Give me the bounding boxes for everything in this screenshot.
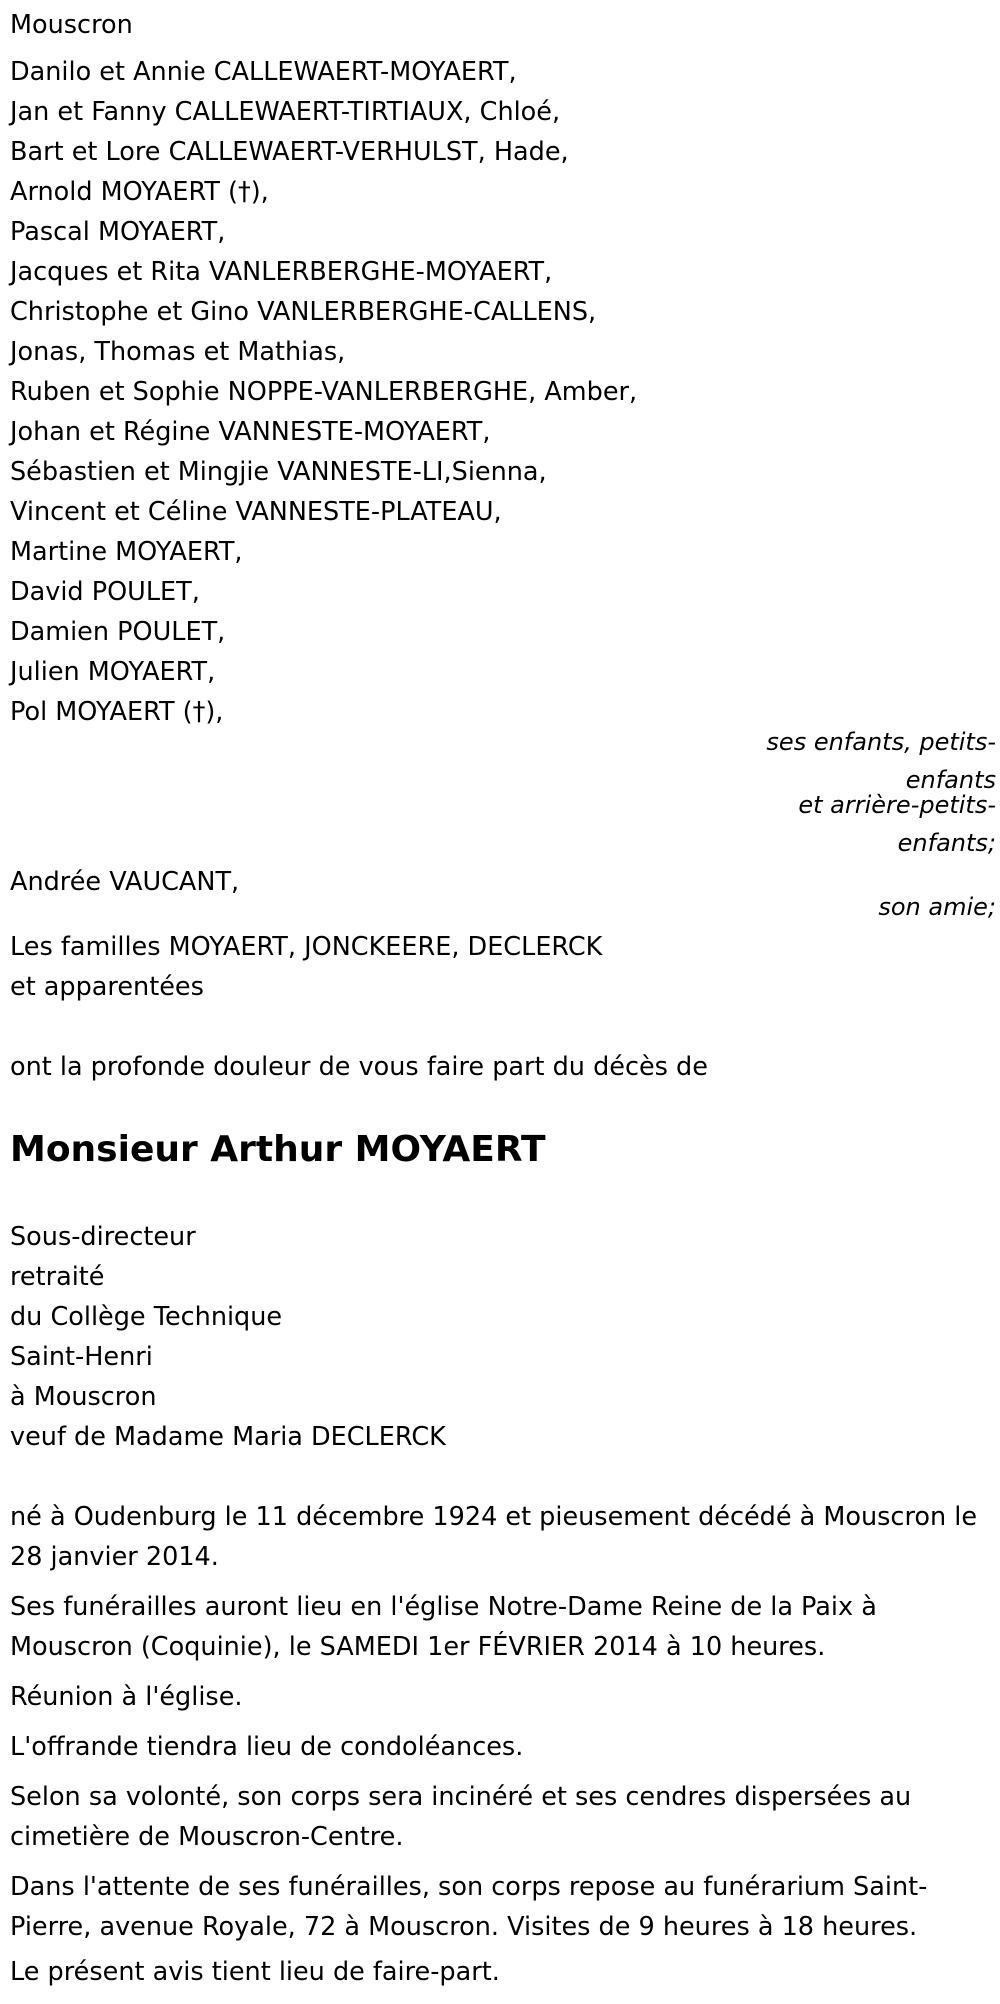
deceased-title-line: retraité: [10, 1262, 105, 1292]
families-line: Les familles MOYAERT, JONCKEERE, DECLERCK: [10, 932, 603, 962]
family-member: Jacques et Rita VANLERBERGHE-MOYAERT,: [10, 257, 553, 287]
city-heading: Mouscron: [10, 10, 133, 40]
relation-children-line: ses enfants, petits-: [766, 728, 996, 756]
family-member: Arnold MOYAERT (†),: [10, 177, 269, 207]
deceased-title-line: Saint-Henri: [10, 1342, 153, 1372]
deceased-title-line: Sous-directeur: [10, 1222, 196, 1252]
family-member: Pol MOYAERT (†),: [10, 697, 224, 727]
family-member: Jonas, Thomas et Mathias,: [10, 337, 346, 367]
relation-children-line: enfants: [905, 766, 996, 794]
family-member: Martine MOYAERT,: [10, 537, 243, 567]
announcement: ont la profonde douleur de vous faire part du décès de: [10, 1052, 708, 1082]
family-member: Jan et Fanny CALLEWAERT-TIRTIAUX, Chloé,: [10, 97, 561, 127]
deceased-title-line: du Collège Technique: [10, 1302, 283, 1332]
family-member: David POULET,: [10, 577, 200, 607]
family-member: Johan et Régine VANNESTE-MOYAERT,: [10, 417, 491, 447]
family-member: Pascal MOYAERT,: [10, 217, 226, 247]
offering-paragraph: L'offrande tiendra lieu de condoléances.: [10, 1732, 524, 1762]
deceased-title-line: veuf de Madame Maria DECLERCK: [10, 1422, 446, 1452]
friend-relation: son amie;: [878, 893, 996, 921]
family-member: Christophe et Gino VANLERBERGHE-CALLENS,: [10, 297, 597, 327]
deceased-title-line: à Mouscron: [10, 1382, 157, 1412]
friend-name: Andrée VAUCANT,: [10, 867, 240, 897]
family-member: Danilo et Annie CALLEWAERT-MOYAERT,: [10, 57, 517, 87]
funerarium-paragraph: Dans l'attente de ses funérailles, son corps repose au funérarium Saint-Pierre, avenue Royale, 72 à Mouscron. Visites de 9 heures à 18 heures.: [10, 1872, 928, 1942]
birth-death-paragraph: né à Oudenburg le 11 décembre 1924 et pieusement décédé à Mouscron le 28 janvier 2014.: [10, 1502, 978, 1572]
family-member: Vincent et Céline VANNESTE-PLATEAU,: [10, 497, 502, 527]
relation-great-line: enfants;: [897, 829, 996, 857]
families-line: et apparentées: [10, 972, 204, 1002]
funeral-paragraph: Ses funérailles auront lieu en l'église Notre-Dame Reine de la Paix à Mouscron (Coquinie), le SAMEDI 1er FÉVRIER 2014 à 10 heures.: [10, 1592, 877, 1662]
family-member: Damien POULET,: [10, 617, 226, 647]
family-member: Sébastien et Mingjie VANNESTE-LI,Sienna,: [10, 457, 547, 487]
cremation-paragraph: Selon sa volonté, son corps sera incinéré et ses cendres dispersées au cimetière de Mouscron-Centre.: [10, 1782, 912, 1852]
deceased-name: Monsieur Arthur MOYAERT: [10, 1129, 546, 1170]
relation-great-line: et arrière-petits-: [798, 791, 996, 819]
notice-paragraph: Le présent avis tient lieu de faire-part.: [10, 1957, 500, 1987]
meeting-paragraph: Réunion à l'église.: [10, 1682, 243, 1712]
family-member: Julien MOYAERT,: [10, 657, 216, 687]
family-member: Bart et Lore CALLEWAERT-VERHULST, Hade,: [10, 137, 569, 167]
family-member: Ruben et Sophie NOPPE-VANLERBERGHE, Amber,: [10, 377, 638, 407]
